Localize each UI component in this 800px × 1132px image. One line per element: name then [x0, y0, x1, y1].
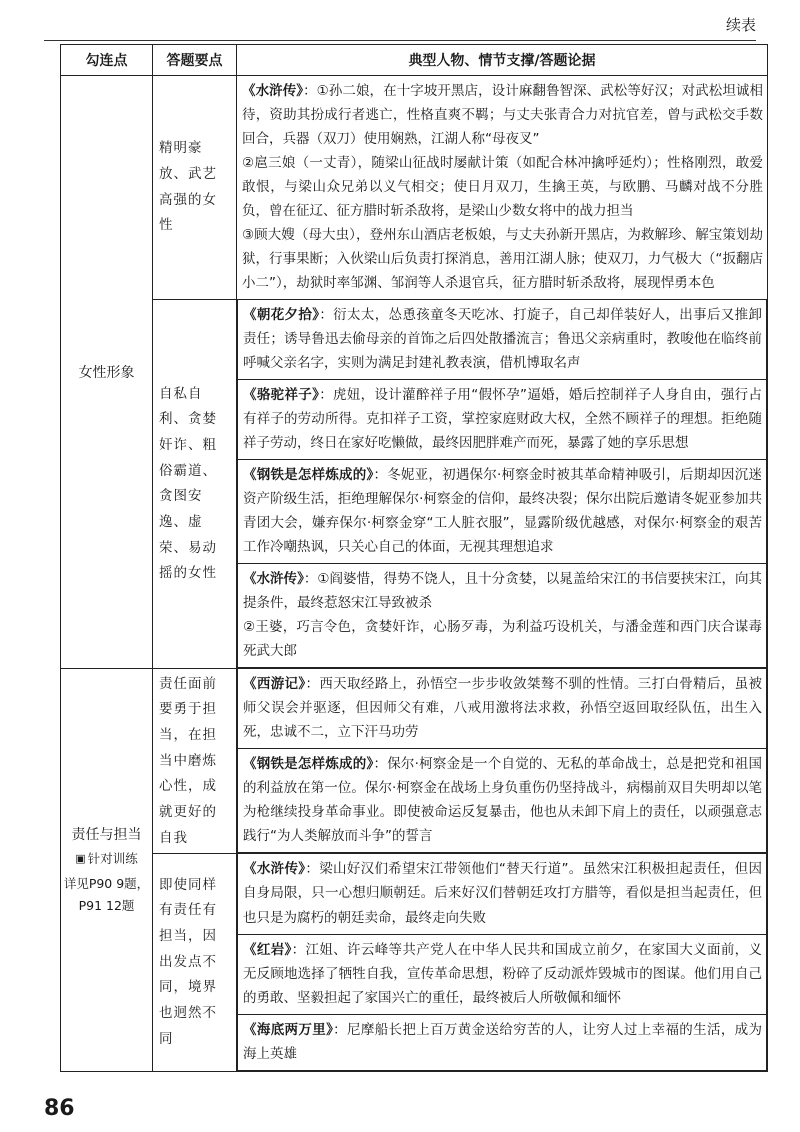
book-title: 《水浒传》	[242, 83, 304, 99]
book-title: 《海底两万里》	[243, 1021, 334, 1038]
evidence-text: ：衍太太，怂恿孩童冬天吃冰、打旋子，自己却佯装好人，出事后又推卸责任；诱导鲁迅去偷母亲的首饰之后四处散播流言；鲁迅父亲病重时，教唆他在临终前呼喊父亲名字，实则为满足封建礼教表演，借机博取名声	[243, 307, 763, 372]
evidence-text: ：尼摩船长把上百万黄金送给穷苦的人，让穷人过上幸福的生活，成为海上英雄	[243, 1021, 763, 1062]
book-title: 《骆驼祥子》	[243, 387, 320, 404]
evidence-text: ：①阎婆惜，得势不饶人，且十分贪婪，以晁盖给宋江的书信要挟宋江，向其提条件，最终惹怒宋江导致被杀	[243, 571, 763, 612]
evidence-entry	[242, 79, 763, 151]
evidence-entry: ③顾大嫂（母大虫），登州东山酒店老板娘，与丈夫孙新开黑店，为救解珍、解宝策划劫狱，行事果断；入伙梁山后负责打探消息，善用江湖人脉；使双刀，力气极大（“扳翻店小二”），劫狱时率邹渊、邹润等人杀退官兵，征方腊时斩杀敌将，展现悍勇本色	[242, 227, 763, 292]
practice-icon: ▣	[75, 852, 86, 866]
category-responsibility: 责任与担当	[71, 827, 142, 844]
evidence-text: ：梁山好汉们希望宋江带领他们“替天行道”。虽然宋江积极担起责任，但因自身局限，只一心想归顺朝廷。后来好汉们替朝廷攻打方腊等，看似是担当起责任，但也只是为腐朽的朝廷卖命，最终走向失败	[243, 861, 763, 926]
category-cell	[61, 669, 153, 1071]
answer-point-cell: 即使同样有责任有担当，因出发点不同，境界也迥然不同	[153, 854, 237, 1071]
evidence-cell	[237, 76, 768, 300]
evidence-block	[238, 460, 767, 564]
evidence-cell	[237, 300, 768, 669]
evidence-subtable	[237, 300, 767, 668]
evidence-block	[238, 934, 767, 1014]
answer-point-cell: 责任面前要勇于担当，在担当中磨炼心性，成就更好的自我	[153, 669, 237, 854]
book-title: 《水浒传》	[243, 571, 304, 588]
category-cell	[61, 76, 153, 669]
practice-label: 针对训练	[87, 851, 138, 867]
evidence-text: ：冬妮亚，初遇保尔·柯察金时被其革命精神吸引，后期却因沉迷资产阶级生活，拒绝理解保尔·柯察金的信仰，最终决裂；保尔出院后邀请冬妮亚参加共青团大会，嫌弃保尔·柯察金穿“工人脏衣服”，显露阶级优越感，对保尔·柯察金的艰苦工作冷嘲热讽，只关心自己的体面，无视其理想追求	[243, 467, 763, 556]
table-row	[61, 300, 768, 669]
evidence-block	[238, 854, 767, 934]
answer-point-cell: 精明豪放、武艺高强的女性	[153, 76, 237, 300]
continued-label: 续表	[725, 16, 756, 34]
book-title: 《红岩》	[243, 941, 292, 958]
table-row	[61, 669, 768, 854]
table-row	[61, 76, 768, 300]
evidence-text: ：西天取经路上，孙悟空一步步收敛桀骜不驯的性情。三打白骨精后，虽被师父误会并驱逐，但因师父有难，八戒用激将法求救，孙悟空返回取经队伍，出生入死，忠诚不二，立下汗马功劳	[243, 676, 763, 741]
table-row	[61, 854, 768, 1071]
book-title: 《朝花夕拾》	[243, 307, 320, 324]
evidence-subtable	[237, 669, 767, 853]
book-title: 《钢铁是怎样炼成的》	[243, 467, 374, 484]
practice-detail: 详见P90 9题，P91 12题	[63, 876, 150, 913]
book-title: 《西游记》	[243, 676, 306, 693]
evidence-cell	[237, 854, 768, 1071]
evidence-text: ②王婆，巧言令色，贪婪奸诈，心肠歹毒，为利益巧设机关，与潘金莲和西门庆合谋毒死武大郎	[243, 619, 762, 660]
evidence-block	[238, 669, 767, 749]
evidence-cell	[237, 669, 768, 854]
category-female-images: 女性形象	[78, 365, 135, 382]
reading-table	[60, 44, 768, 1072]
evidence-subtable	[237, 854, 767, 1070]
evidence-block	[238, 1014, 767, 1070]
evidence-block	[238, 749, 767, 853]
evidence-text: ：江姐、许云峰等共产党人在中华人民共和国成立前夕，在家国大义面前，义无反顾地选择了牺牲自我，宣传革命思想，粉碎了反动派炸毁城市的图谋。他们用自己的勇敢、坚毅担起了家国兴亡的重任，最终被后人所敬佩和缅怀	[243, 941, 763, 1006]
book-title: 《水浒传》	[243, 861, 306, 878]
header-rule	[44, 40, 756, 41]
evidence-block	[238, 300, 767, 380]
header-row	[61, 45, 768, 76]
evidence-text: ：虎妞，设计灌醉祥子用“假怀孕”逼婚，婚后控制祥子人身自由，强行占有祥子的劳动所得。克扣祥子工资，掌控家庭财政大权，全然不顾祥子的理想。拒绝随祥子劳动，终日在家好吃懒做，最终因肥胖难产而死，暴露了她的享乐思想	[243, 387, 762, 452]
header-link-point: 勾连点	[61, 45, 153, 76]
header-answer-point: 答题要点	[153, 45, 237, 76]
answer-point-cell: 自私自利、贪婪奸诈、粗俗霸道、贪图安逸、虚荣、易动摇的女性	[153, 300, 237, 669]
evidence-entry: ②扈三娘（一丈青），随梁山征战时屡献计策（如配合林冲擒呼延灼）；性格刚烈，敢爱敢恨，与梁山众兄弟以义气相交；使日月双刀，生擒王英，与欧鹏、马麟对战不分胜负，曾在征辽、征方腊时斩杀敌将，是梁山少数女将中的战力担当	[242, 155, 763, 220]
practice-reference[interactable]	[62, 848, 151, 869]
header-evidence: 典型人物、情节支撑/答题论据	[237, 45, 768, 76]
page-number: 86	[44, 1096, 75, 1121]
evidence-text: ：保尔·柯察金是一个自觉的、无私的革命战士，总是把党和祖国的利益放在第一位。保尔·柯察金在战场上身负重伤仍坚持战斗，病榻前双目失明却以笔为枪继续投身革命事业。即使被命运反复暴击，他也从未卸下肩上的责任，以顽强意志践行“为人类解放而斗争”的誓言	[243, 756, 763, 845]
evidence-block	[238, 564, 767, 668]
evidence-text: ：①孙二娘，在十字坡开黑店，设计麻翻鲁智深、武松等好汉；对武松坦诚相待，资助其扮成行者逃亡，性格直爽不羁；与丈夫张青合力对抗官差，曾与武松交手数回合，兵器（双刀）使用娴熟，江湖人称“母夜叉”	[242, 83, 764, 148]
book-title: 《钢铁是怎样炼成的》	[243, 756, 374, 773]
evidence-block	[238, 380, 767, 460]
